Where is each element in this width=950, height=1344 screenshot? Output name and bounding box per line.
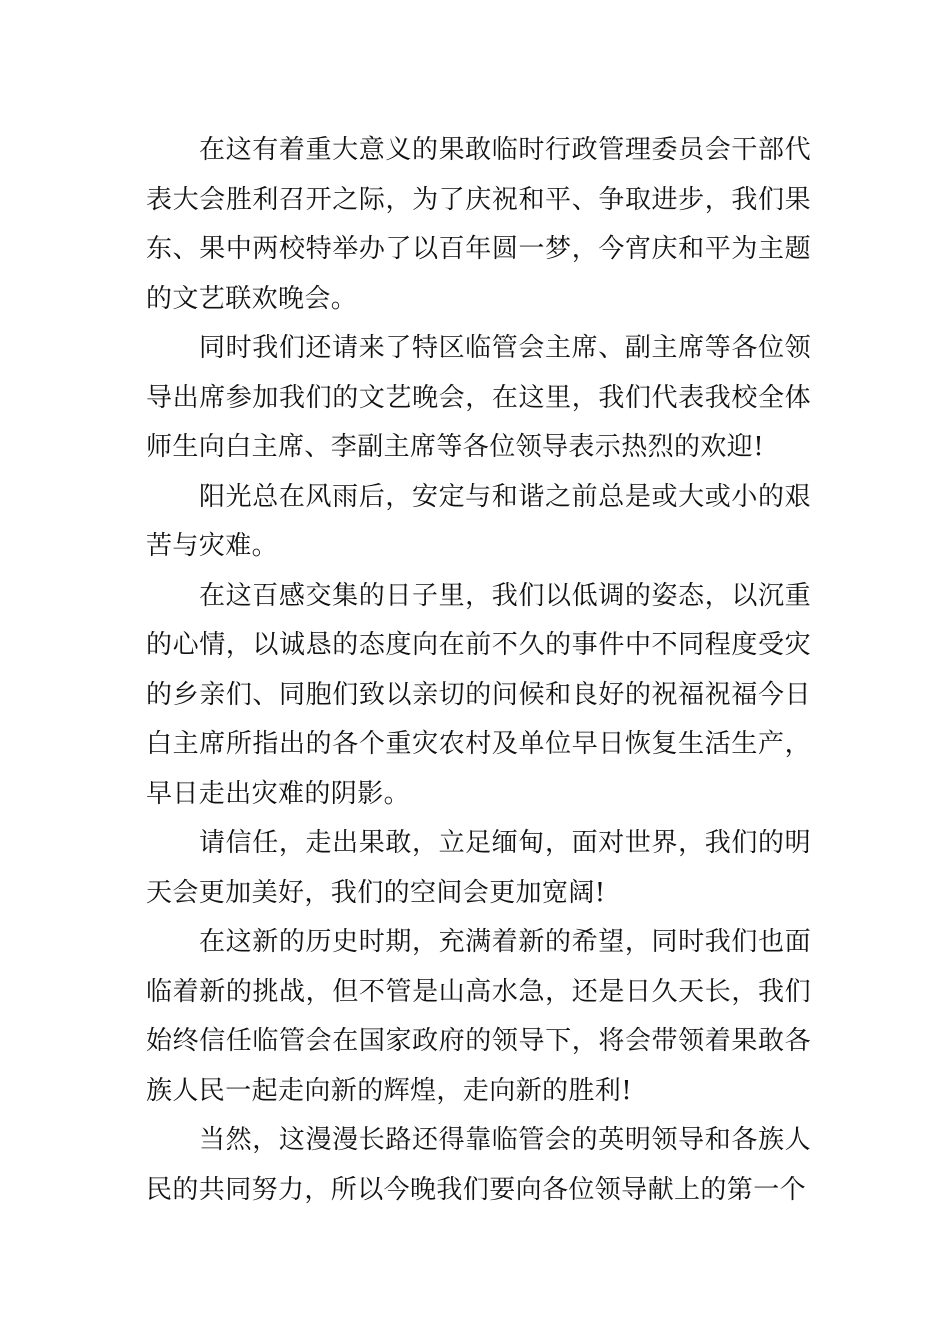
- paragraph-5: 请信任，走出果敢，立足缅甸，面对世界，我们的明天会更加美好，我们的空间会更加宽阔!: [146, 828, 811, 908]
- paragraph-4: 在这百感交集的日子里，我们以低调的姿态，以沉重的心情，以诚恳的态度向在前不久的事件中不同程度受灾的乡亲们、同胞们致以亲切的问候和良好的祝福祝福今日白主席所指出的各个重灾农村及单位早日恢复生活生产，早日走出灾难的阴影。: [146, 580, 811, 809]
- paragraph-3: 阳光总在风雨后，安定与和谐之前总是或大或小的艰苦与灾难。: [146, 481, 811, 561]
- paragraph-6: 在这新的历史时期，充满着新的希望，同时我们也面临着新的挑战，但不管是山高水急，还是日久天长，我们始终信任临管会在国家政府的领导下，将会带领着果敢各族人民一起走向新的辉煌，走向新的胜利!: [146, 927, 811, 1106]
- paragraph-1: 在这有着重大意义的果敢临时行政管理委员会干部代表大会胜利召开之际，为了庆祝和平、争取进步，我们果东、果中两校特举办了以百年圆一梦，今宵庆和平为主题的文艺联欢晚会。: [146, 135, 811, 314]
- paragraph-7: 当然，这漫漫长路还得靠临管会的英明领导和各族人民的共同努力，所以今晚我们要向各位领导献上的第一个: [146, 1125, 811, 1205]
- paragraph-2: 同时我们还请来了特区临管会主席、副主席等各位领导出席参加我们的文艺晚会，在这里，我们代表我校全体师生向白主席、李副主席等各位领导表示热烈的欢迎!: [146, 333, 811, 462]
- document-page: [146, 126, 811, 1215]
